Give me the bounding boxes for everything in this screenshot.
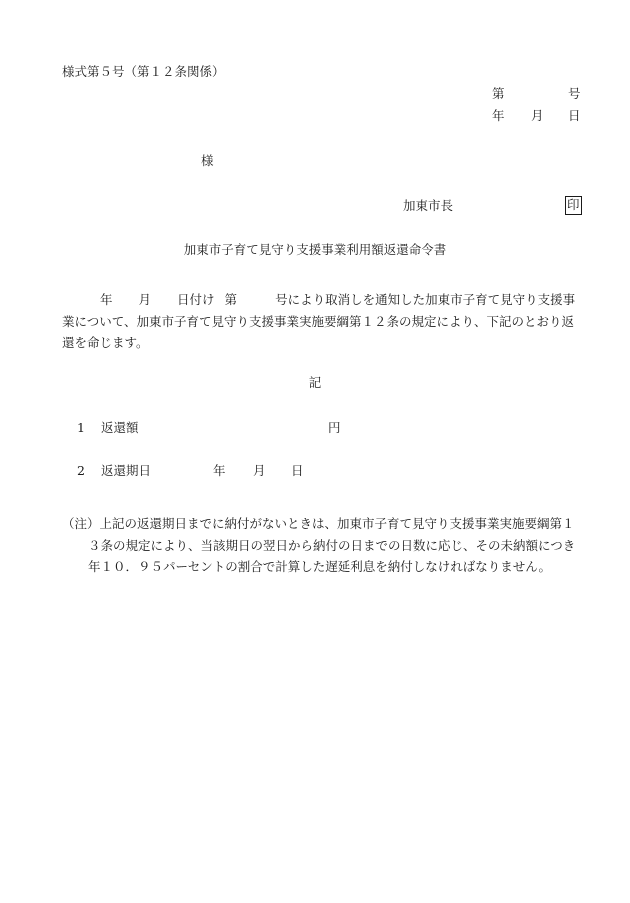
form-number: 様式第５号（第１２条関係） — [62, 64, 225, 79]
date-day: 日 — [568, 108, 581, 123]
item-1-unit: 円 — [328, 420, 341, 435]
item-2-day: 日 — [291, 463, 304, 478]
item-2-year: 年 — [213, 463, 226, 478]
body-line-3: 還を命じます。 — [62, 335, 149, 350]
note-line-3: 年１０．９５パーセントの割合で計算した遅延利息を納付しなければなりません。 — [88, 559, 552, 574]
note-line-2: ３条の規定により、当該期日の翌日から納付の日までの日数に応じ、その未納額につき — [88, 537, 576, 553]
note-line-1: （注）上記の返還期日までに納付がないときは、加東市子育て見守り支援事業実施要綱第１ — [62, 516, 575, 531]
date-month: 月 — [531, 108, 544, 123]
doc-number-suffix: 号 — [568, 86, 581, 101]
addressee-suffix: 様 — [201, 153, 214, 168]
body-number-prefix: 第 — [224, 292, 238, 307]
document-title: 加東市子育て見守り支援事業利用額返還命令書 — [183, 242, 447, 257]
body-line-1-rest: 号により取消しを通知した加東市子育て見守り支援事 — [275, 292, 576, 307]
body-month: 月 — [138, 292, 152, 307]
body-day-suffix: 日付け — [177, 292, 215, 307]
seal-mark: 印 — [565, 196, 582, 215]
body-paragraph — [62, 289, 582, 354]
body-year: 年 — [100, 292, 113, 307]
item-1-label: 返還額 — [101, 420, 139, 435]
note-block — [62, 513, 592, 578]
body-line-2: 業について、加東市子育て見守り支援事業実施要綱第１２条の規定により、下記のとおり返 — [62, 313, 575, 329]
item-2-label: 返還期日 — [101, 463, 152, 478]
item-1-number: 1 — [77, 420, 85, 435]
item-2-month: 月 — [253, 463, 266, 478]
issuer-name: 加東市長 — [403, 198, 454, 213]
doc-number-prefix: 第 — [492, 86, 505, 101]
item-2-number: 2 — [77, 463, 85, 478]
ki-heading: 記 — [308, 375, 322, 390]
date-year: 年 — [492, 108, 505, 123]
body-line-1 — [62, 289, 582, 311]
